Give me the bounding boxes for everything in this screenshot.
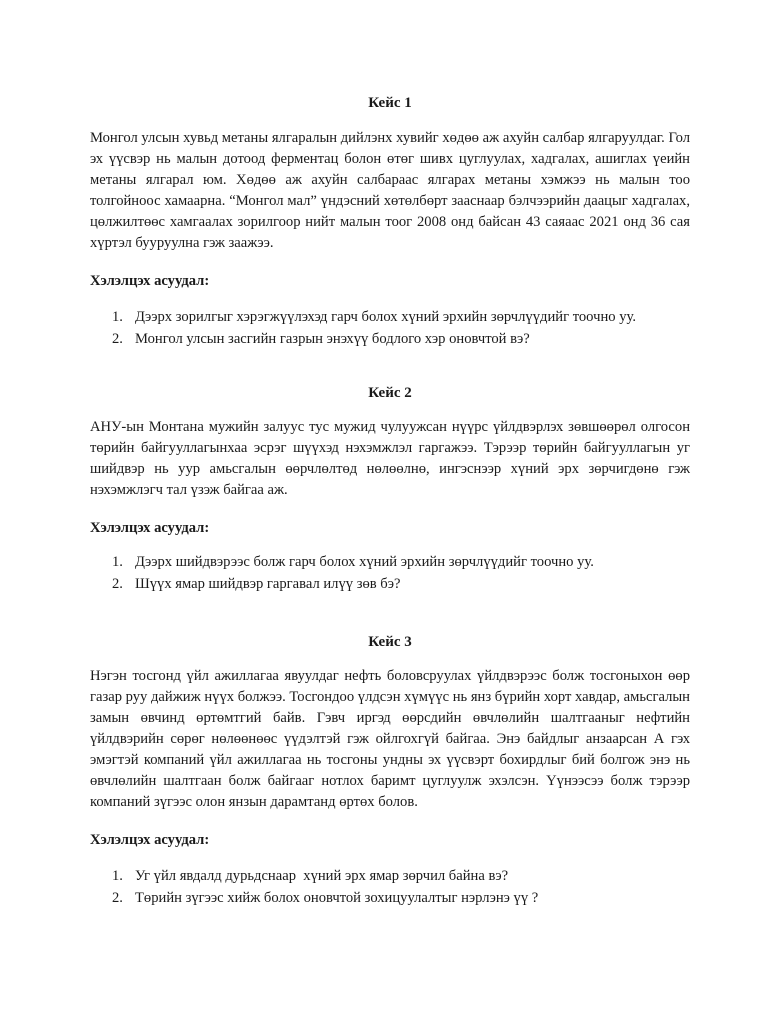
case-body: АНУ-ын Монтана мужийн залуус тус мужид чулуужсан нүүрс үйлдвэрлэх зөвшөөрөл олгосон төрийн байгууллагынхаа эсрэг шүүхэд нэхэмжлэл гаргажээ. Тэрээр төрийн байгууллагын уг шийдвэр нь уур амьсгалын өөрчлөлтөд нөлөөлнө, ингэснээр хүний эрх зөрчигдөнө гэж нэхэмжлэгч тал үзэж байгаа аж. [90,419,690,498]
questions-heading: Хэлэлцэх асуудал: [90,520,210,536]
case-title: Кейс 2 [368,385,412,401]
case-body: Монгол улсын хувьд метаны ялгаралын дийлэнх хувийг хөдөө аж ахуйн салбар ялгаруулдаг. Гол эх үүсвэр нь малын дотоод ферментац болон өтөг шивх цуглуулах, хадгалах, ашиглах үеийн метаны ялгарал юм. Хөдөө аж ахуйн салбараас ялгарах метаны хэмжээ нь малын тоо толгойноос хамаарна. “Монгол мал” үндэсний хөтөлбөрт зааснаар бэлчээрийн даацыг хадгалах, цөлжилтөөс хамгаалах зорилгоор нийт малын тоог 2008 онд байсан 43 саяаас 2021 онд 36 сая хүртэл бууруулна гэж заажээ. [90,130,690,251]
question-list [90,865,690,909]
question-number: 1. [112,554,123,570]
question-text: Дээрх шийдвэрээс болж гарч болох хүний эрхийн зөрчлүүдийг тоочно уу. [135,554,594,570]
question-number: 1. [112,868,123,884]
question-text: Шүүх ямар шийдвэр гаргавал илүү зөв бэ? [135,576,401,592]
question-number: 2. [112,890,123,906]
question-item [90,887,690,909]
question-text: Монгол улсын засгийн газрын энэхүү бодлого хэр оновчтой вэ? [135,331,530,347]
question-number: 1. [112,309,123,325]
questions-heading: Хэлэлцэх асуудал: [90,273,210,289]
question-item [90,328,690,350]
question-list [90,551,690,595]
question-item [90,551,690,573]
question-list [90,306,690,350]
question-item [90,865,690,887]
question-number: 2. [112,331,123,347]
question-number: 2. [112,576,123,592]
case-body: Нэгэн тосгонд үйл ажиллагаа явуулдаг нефть боловсруулах үйлдвэрээс болж тосгоныхон өөр газар руу дайжиж нүүх болжээ. Тосгондоо үлдсэн хүмүүс нь янз бүрийн хорт хавдар, амьсгалын замын өвчинд өртөмтгий байв. Гэвч иргэд өөрсдийн өвчлөлийн шалтгааныг нефтийн үйлдвэрийн сөрөг нөлөөнөөс үүдэлтэй гэж ойлгохгүй байгаа. Энэ байдлыг анзаарсан А гэх эмэгтэй компаний үйл ажиллагаа нь тосгоны ундны эх үүсвэрт бохирдлыг бий болгож энэ нь өвчлөлийн шалтгаан болж байгааг нотлох баримт цуглуулж эхэлсэн. Үүнээсээ болж тэрээр компаний зүгээс олон янзын дарамтанд өртөх болов. [90,668,690,810]
case-3 [90,632,690,909]
case-title: Кейс 1 [368,95,412,111]
case-1 [90,93,690,350]
case-title: Кейс 3 [368,634,412,650]
question-text: Уг үйл явдалд дурьдснаар хүний эрх ямар зөрчил байна вэ? [135,868,509,884]
case-2 [90,383,690,595]
question-item [90,306,690,328]
question-text: Төрийн зүгээс хийж болох оновчтой зохицуулалтыг нэрлэнэ үү ? [135,890,539,906]
question-text: Дээрх зорилгыг хэрэгжүүлэхэд гарч болох хүний эрхийн зөрчлүүдийг тоочно уу. [135,309,636,325]
question-item [90,573,690,595]
questions-heading: Хэлэлцэх асуудал: [90,832,210,848]
